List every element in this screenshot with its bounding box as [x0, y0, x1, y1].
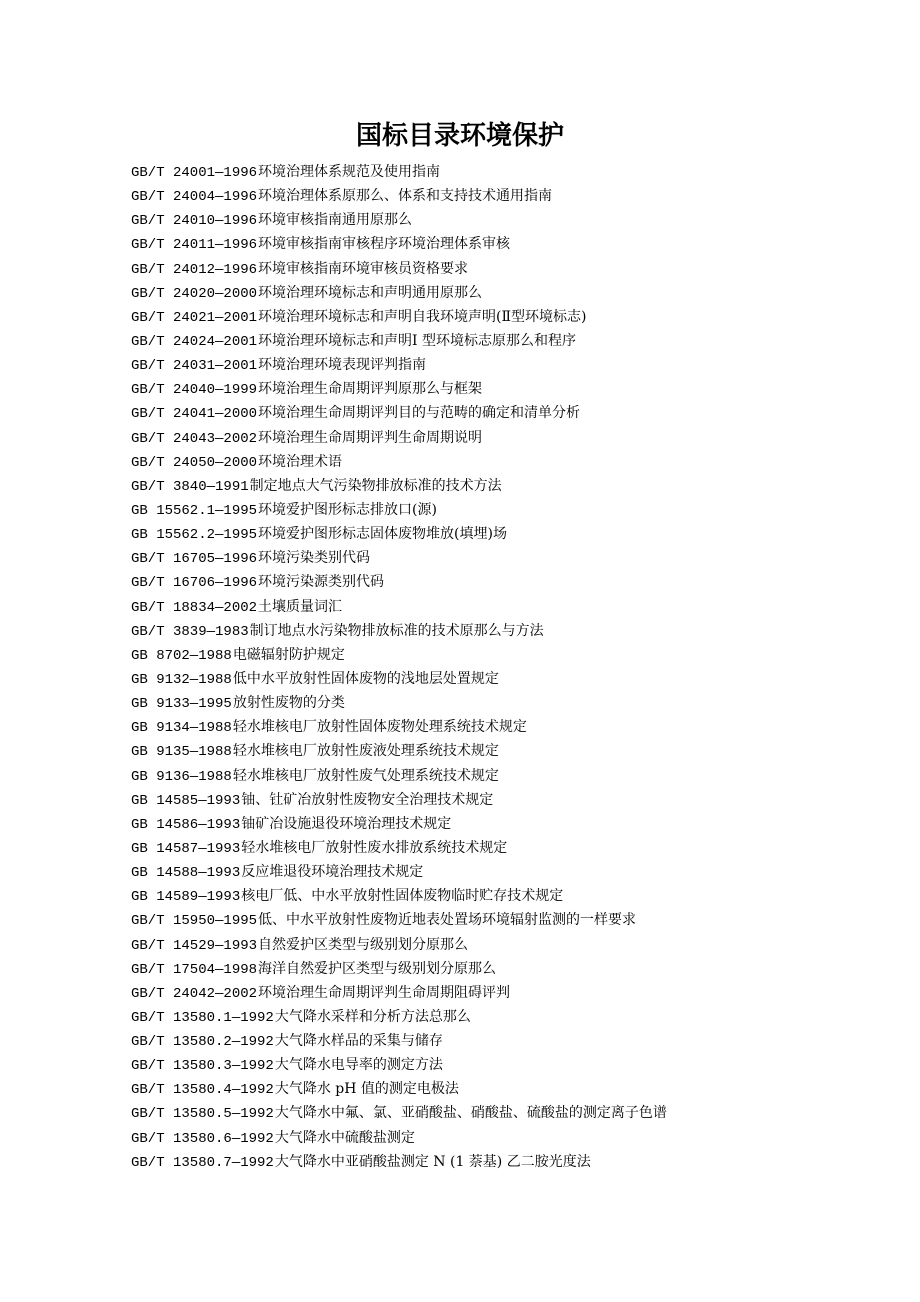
standard-code: GB 14586—1993 — [131, 816, 241, 833]
standard-title: 环境治理体系原那么、体系和支持技术通用指南 — [258, 188, 553, 205]
standard-code: GB/T 24050—2000 — [131, 454, 258, 471]
standard-title: 环境治理环境标志和声明通用原那么 — [258, 284, 483, 301]
standard-entry — [131, 595, 911, 619]
standard-code: GB/T 24043—2002 — [131, 430, 258, 447]
standard-title: 环境审核指南通用原那么 — [258, 212, 413, 229]
standard-code: GB/T 24011—1996 — [131, 237, 258, 254]
standard-entry — [131, 281, 911, 305]
standard-entry — [131, 1150, 911, 1174]
standard-code: GB/T 13580.5—1992 — [131, 1106, 274, 1123]
standard-title: 环境治理生命周期评判生命周期说明 — [258, 429, 483, 446]
standard-code: GB 9132—1988 — [131, 671, 232, 688]
standard-title: 环境治理环境标志和声明Ⅰ 型环境标志原那么和程序 — [258, 332, 577, 349]
standard-code: GB 9135—1988 — [131, 744, 232, 761]
standard-code: GB 14588—1993 — [131, 865, 241, 882]
standard-title: 轻水堆核电厂放射性废气处理系统技术规定 — [232, 767, 499, 784]
standard-code: GB/T 18834—2002 — [131, 599, 258, 616]
standard-code: GB/T 15950—1995 — [131, 913, 258, 930]
standard-title: 制订地点水污染物排放标准的技术原那么与方法 — [249, 622, 544, 639]
standard-code: GB/T 17504—1998 — [131, 961, 258, 978]
standard-entry — [131, 546, 911, 570]
standard-code: GB 15562.2—1995 — [131, 527, 258, 544]
standard-entry — [131, 305, 911, 329]
standard-entry — [131, 619, 911, 643]
standard-entry — [131, 426, 911, 450]
standard-entry — [131, 329, 911, 353]
standard-code: GB/T 24040—1999 — [131, 382, 258, 399]
standard-title: 轻水堆核电厂放射性废水排放系统技术规定 — [241, 839, 508, 856]
standard-title: 大气降水中亚硝酸盐测定 N (1 萘基) 乙二胺光度法 — [274, 1153, 591, 1170]
standard-title: 环境审核指南环境审核员资格要求 — [258, 260, 469, 277]
standard-entry — [131, 884, 911, 908]
standards-list — [131, 160, 911, 1174]
standard-entry — [131, 377, 911, 401]
standard-code: GB/T 24021—2001 — [131, 309, 258, 326]
standard-code: GB 14585—1993 — [131, 792, 241, 809]
standard-entry — [131, 257, 911, 281]
standard-entry — [131, 208, 911, 232]
standard-title: 环境治理环境表现评判指南 — [258, 357, 427, 374]
standard-title: 电磁辐射防护规定 — [232, 646, 345, 663]
standard-entry — [131, 860, 911, 884]
standard-title: 大气降水样品的采集与储存 — [274, 1033, 443, 1050]
standard-code: GB/T 3840—1991 — [131, 478, 249, 495]
standard-code: GB/T 24041—2000 — [131, 406, 258, 423]
standard-entry — [131, 160, 911, 184]
standard-title: 制定地点大气污染物排放标准的技术方法 — [249, 477, 502, 494]
standard-title: 环境治理术语 — [258, 453, 343, 470]
standard-title: 环境审核指南审核程序环境治理体系审核 — [258, 236, 511, 253]
standard-entry — [131, 1077, 911, 1101]
standard-title: 环境治理生命周期评判目的与范畴的确定和清单分析 — [258, 405, 581, 422]
standard-code: GB 14589—1993 — [131, 889, 241, 906]
standard-entry — [131, 1029, 911, 1053]
standard-code: GB/T 13580.1—1992 — [131, 1009, 274, 1026]
standard-title: 大气降水中氟、氯、亚硝酸盐、硝酸盐、硫酸盐的测定离子色谱 — [274, 1105, 667, 1122]
standard-entry — [131, 812, 911, 836]
standard-entry — [131, 401, 911, 425]
standard-title: 大气降水电导率的测定方法 — [274, 1057, 443, 1074]
standard-code: GB/T 13580.6—1992 — [131, 1130, 274, 1147]
standard-code: GB/T 16705—1996 — [131, 551, 258, 568]
standard-title: 环境治理体系规范及使用指南 — [258, 164, 441, 180]
standard-title: 环境治理生命周期评判原那么与框架 — [258, 381, 483, 398]
standard-code: GB/T 24020—2000 — [131, 285, 258, 302]
standard-code: GB/T 13580.4—1992 — [131, 1082, 274, 1099]
standard-entry — [131, 715, 911, 739]
standard-title: 环境污染源类别代码 — [258, 574, 385, 591]
standard-code: GB/T 14529—1993 — [131, 937, 258, 954]
standard-title: 低、中水平放射性废物近地表处置场环境辐射监测的一样要求 — [258, 912, 637, 929]
standard-code: GB/T 24001—1996 — [131, 165, 258, 181]
standard-code: GB/T 24004—1996 — [131, 189, 258, 206]
standard-entry — [131, 474, 911, 498]
page-title: 国标目录环境保护 — [355, 121, 564, 151]
standard-title: 轻水堆核电厂放射性废液处理系统技术规定 — [232, 743, 499, 760]
standard-entry — [131, 184, 911, 208]
standard-entry — [131, 232, 911, 256]
standard-code: GB/T 24010—1996 — [131, 213, 258, 230]
standard-title: 环境污染类别代码 — [258, 550, 371, 567]
standard-title: 大气降水 pH 值的测定电极法 — [274, 1081, 459, 1098]
standard-code: GB/T 3839—1983 — [131, 623, 249, 640]
standard-code: GB/T 24042—2002 — [131, 985, 258, 1002]
standard-entry — [131, 643, 911, 667]
standard-entry — [131, 981, 911, 1005]
standard-entry — [131, 1005, 911, 1029]
standard-title: 低中水平放射性固体废物的浅地层处置规定 — [232, 670, 499, 687]
standard-code: GB 15562.1—1995 — [131, 502, 258, 519]
standard-title: 自然爱护区类型与级别划分原那么 — [258, 936, 469, 953]
standard-code: GB/T 13580.7—1992 — [131, 1154, 274, 1171]
standard-title: 环境治理生命周期评判生命周期阻碍评判 — [258, 984, 511, 1001]
standard-code: GB 9133—1995 — [131, 696, 232, 713]
standard-code: GB/T 24031—2001 — [131, 358, 258, 375]
standard-title: 海洋自然爱护区类型与级别划分原那么 — [258, 960, 497, 977]
standard-title: 土壤质量词汇 — [258, 598, 343, 615]
standard-entry — [131, 739, 911, 763]
standard-entry — [131, 836, 911, 860]
standard-entry — [131, 764, 911, 788]
standard-title: 环境爱护图形标志固体废物堆放(填埋)场 — [258, 526, 507, 543]
standard-entry — [131, 1126, 911, 1150]
standard-code: GB/T 24024—2001 — [131, 333, 258, 350]
standard-title: 核电厂低、中水平放射性固体废物临时贮存技术规定 — [241, 888, 564, 905]
standard-title: 大气降水采样和分析方法总那么 — [274, 1008, 471, 1025]
standard-title: 轻水堆核电厂放射性固体废物处理系统技术规定 — [232, 719, 527, 736]
standard-entry — [131, 450, 911, 474]
standard-code: GB 14587—1993 — [131, 840, 241, 857]
standard-code: GB/T 24012—1996 — [131, 261, 258, 278]
standard-code: GB 9134—1988 — [131, 720, 232, 737]
standard-title: 铀、钍矿冶放射性废物安全治理技术规定 — [241, 791, 494, 808]
standard-entry — [131, 1053, 911, 1077]
standard-entry — [131, 908, 911, 932]
standard-entry — [131, 667, 911, 691]
standard-entry — [131, 933, 911, 957]
standard-code: GB/T 16706—1996 — [131, 575, 258, 592]
standard-code: GB 9136—1988 — [131, 768, 232, 785]
standard-code: GB/T 13580.3—1992 — [131, 1058, 274, 1075]
standard-code: GB/T 13580.2—1992 — [131, 1034, 274, 1051]
standard-entry — [131, 353, 911, 377]
standard-title: 铀矿冶设施退役环境治理技术规定 — [241, 815, 452, 832]
standard-entry — [131, 1101, 911, 1125]
standard-title: 环境治理环境标志和声明自我环境声明(Ⅱ型环境标志) — [258, 308, 587, 325]
standard-title: 大气降水中硫酸盐测定 — [274, 1129, 415, 1146]
standard-entry — [131, 522, 911, 546]
standard-title: 环境爱护图形标志排放口(源) — [258, 501, 437, 518]
standard-code: GB 8702—1988 — [131, 647, 232, 664]
standard-title: 反应堆退役环境治理技术规定 — [241, 864, 424, 881]
standard-title: 放射性废物的分类 — [232, 695, 345, 712]
standard-entry — [131, 691, 911, 715]
standard-entry — [131, 498, 911, 522]
standard-entry — [131, 570, 911, 594]
standard-entry — [131, 957, 911, 981]
standard-entry — [131, 788, 911, 812]
